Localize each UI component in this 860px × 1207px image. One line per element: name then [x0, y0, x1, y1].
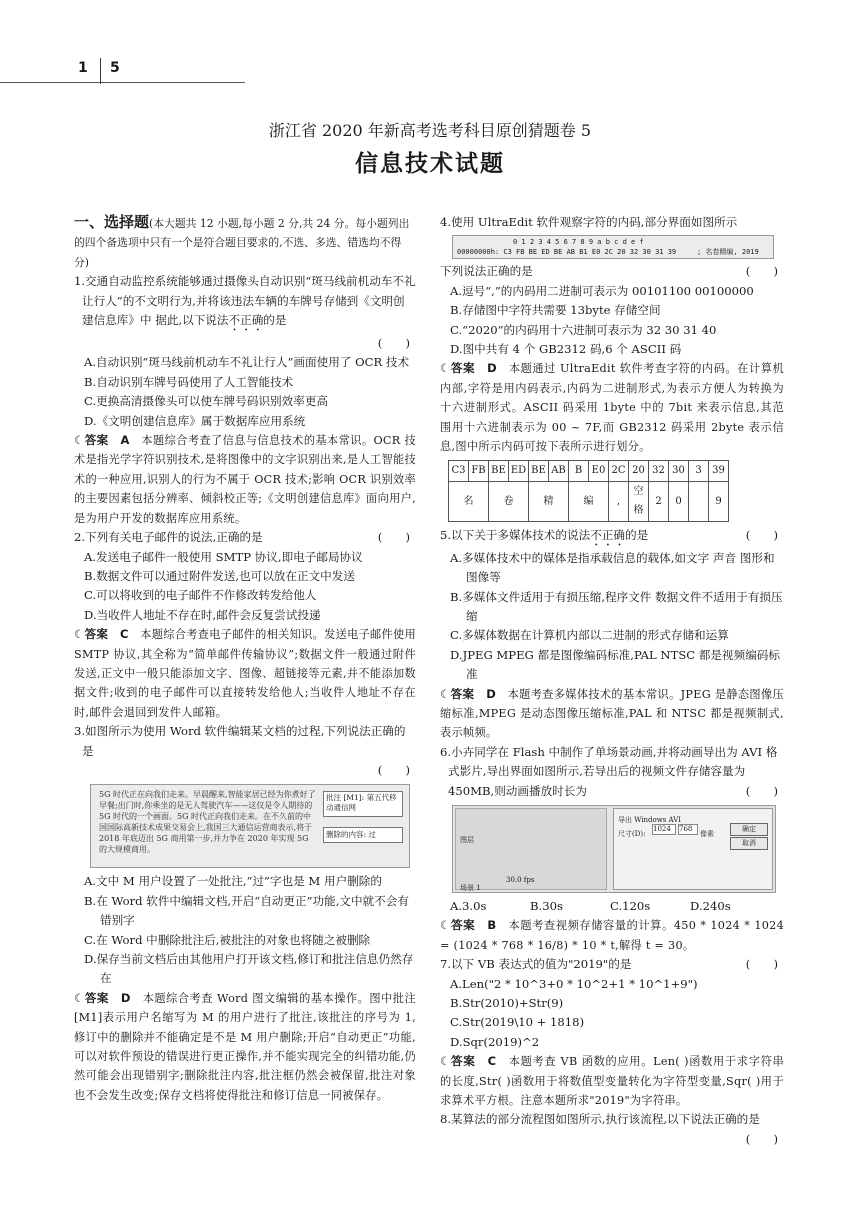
q5-stem-end: 的是	[625, 527, 649, 542]
q3-option-a: A.文中 M 用户设置了一处批注,“过”字也是 M 用户删除的	[84, 874, 382, 889]
q2-option-d: D.当收件人地址不存在时,邮件会反复尝试投递	[84, 607, 321, 622]
code-table-row-char	[449, 481, 729, 521]
unit-label: 像素	[700, 829, 714, 838]
code-table	[448, 460, 729, 521]
q2-stem-text: 2.下列有关电子邮件的说法,正确的是	[74, 530, 263, 545]
q4-option-b: B.存储图中字符共需要 13byte 存储空间	[450, 303, 661, 318]
header-number-left: 1	[78, 60, 88, 76]
char-cell: 2	[649, 481, 669, 521]
char-cell: 0	[669, 481, 689, 521]
q6-answer	[440, 916, 784, 955]
answer-icon: ☾	[440, 686, 451, 701]
exam-title: 信息技术试题	[355, 150, 505, 177]
q1-bracket: ( )	[377, 336, 410, 351]
code-cell: AB	[549, 461, 569, 481]
q4-answer-text: 本题通过 UltraEdit 软件考查字符的内码。在计算机内部,字符是用内码表示,内码为二进制形式,为表示方便人为转换为十六进制形式。ASCII 码采用 1byte 中的 7bit 来表示信息,其范围用十六进制表示为 00 ~ 7F,而 GB2312 码采用 2byte 表示信息,图中所示内码可按下表所示进行划分。	[440, 362, 784, 454]
q5-option-b: B.多媒体文件适用于有损压缩,程序文件 数据文件不适用于有损压缩	[450, 589, 783, 623]
q4-stem-2	[440, 262, 784, 281]
q7-bracket: ( )	[745, 957, 778, 972]
q5-option-c: C.多媒体数据在计算机内部以二进制的形式存储和运算	[450, 628, 729, 643]
q6-option-b: B.30s	[530, 898, 563, 913]
timeline-fps: 30.0 fps	[506, 875, 535, 884]
ok-button[interactable]: 确定	[730, 823, 768, 836]
section-label: 一、选择题	[74, 213, 150, 231]
q7-answer-text: 本题考查 VB 函数的应用。Len( )函数用于求字符串的长度,Str( )函数用于将数值型变量转化为字符型变量,Sqr( )用于求算术平方根。注意本题所求"2019"为字符串。	[440, 1055, 785, 1108]
q1-answer	[74, 431, 416, 528]
q7-stem-text: 7.以下 VB 表达式的值为"2019"的是	[440, 957, 632, 972]
q5-bracket: ( )	[745, 527, 778, 542]
comment-box: 批注 [M1]: 第五代移动通信网	[323, 791, 403, 817]
q5-stem-text: 5.以下关于多媒体技术的说法	[440, 527, 591, 542]
question-4-stem	[440, 213, 784, 232]
q7-option-d: D.Sqr(2019)^2	[450, 1034, 540, 1049]
q7-answer-tag: 答案 C	[450, 1054, 497, 1069]
q5-answer-tag: 答案 D	[450, 686, 497, 701]
code-cell: 20	[629, 461, 649, 481]
answer-icon: ☾	[440, 361, 451, 376]
code-cell: B	[569, 461, 589, 481]
ultraedit-hex: 00000000h: C3 FB BE ED BE AB B1 E0 2C 20 32 30 31 39	[457, 248, 677, 257]
word-figure	[90, 784, 410, 868]
char-cell: 名	[449, 481, 489, 521]
dialog-title: 导出 Windows AVI	[618, 815, 682, 824]
q4-stem-text: 4.使用 UltraEdit 软件观察字符的内码,部分界面如图所示	[440, 215, 738, 229]
code-cell: FB	[469, 461, 489, 481]
left-column	[74, 213, 416, 1105]
q3-stem-text: 3.如图所示为使用 Word 软件编辑某文档的过程,下列说法正确的是	[74, 724, 406, 758]
code-table-row-hex	[449, 461, 729, 481]
code-cell: ED	[509, 461, 529, 481]
q2-option-b: B.数据文件可以通过附件发送,也可以放在正文中发送	[84, 568, 355, 583]
code-cell: 32	[649, 461, 669, 481]
answer-icon: ☾	[74, 627, 85, 642]
q3-answer-tag: 答案 D	[84, 990, 131, 1005]
q1-option-c: C.更换高清摄像头可以使车牌号码识别效率更高	[84, 394, 329, 409]
char-cell: 9	[709, 481, 729, 521]
page-header	[0, 60, 260, 82]
q3-answer-text: 本题综合考查 Word 图文编辑的基本操作。图中批注[M1]表示用户名缩写为 M 的用户进行了批注,该批注的序号为 1,修订中的删除并不能确定是不是 M 用户删除;开启“自动更正”功能,可以对软件预设的错误进行更正操作,并不能实现完全的纠错功能,仍然可能会出现错别字;删除批注内容,批注框仍然会被保留,批注对象也不会发生改变;保存文档将使得批注和修订信息一同被保存。	[74, 991, 416, 1102]
q4-answer-tag: 答案 D	[450, 361, 497, 376]
header-number-right: 5	[110, 60, 120, 76]
q3-option-c: C.在 Word 中删除批注后,被批注的对象也将随之被删除	[84, 932, 371, 947]
question-6-stem	[440, 743, 784, 801]
code-cell: 3	[689, 461, 709, 481]
right-column	[440, 213, 784, 1149]
question-3-stem	[74, 722, 416, 761]
code-cell: BE	[489, 461, 509, 481]
q7-option-b: B.Str(2010)+Str(9)	[450, 996, 564, 1010]
q8-bracket: ( )	[745, 1131, 778, 1146]
q1-answer-text: 本题综合考查了信息与信息技术的基本常识。OCR 技术是指光学字符识别技术,是将图像中的文字识别出来,是人工智能技术的一种应用,识别人的行为不属于 OCR 技术;影响 OCR 识别效率的主要因素包括分辨率、倾斜校正等;《文明创建信息库》面向用户,是为用户开发的数据库应用系统。	[74, 434, 416, 525]
code-cell: E0	[589, 461, 609, 481]
q1-option-d: D.《文明创建信息库》属于数据库应用系统	[84, 413, 306, 428]
q6-option-a: A.3.0s	[450, 898, 487, 913]
q1-option-a: A.自动识别“斑马线前机动车不礼让行人”画面使用了 OCR 技术	[84, 355, 410, 370]
answer-icon: ☾	[74, 990, 85, 1005]
q4-bracket: ( )	[745, 264, 778, 279]
char-cell: 卷	[489, 481, 529, 521]
ultraedit-chars: ; 名卷精编, 2019	[697, 248, 759, 257]
q4-answer	[440, 359, 784, 456]
question-7-stem	[440, 955, 784, 974]
size-label: 尺寸(D):	[618, 829, 646, 838]
q5-option-d: D.JPEG MPEG 都是图像编码标准,PAL NTSC 都是视频编码标准	[450, 647, 780, 682]
q5-answer-text: 本题考查多媒体技术的基本常识。JPEG 是静态图像压缩标准,MPEG 是动态图像压缩标准,PAL 和 NTSC 都是视频制式,表示帧频。	[440, 687, 784, 740]
q3-option-b: B.在 Word 软件中编辑文档,开启“自动更正”功能,文中就不会有错别字	[84, 893, 409, 928]
code-cell: 30	[669, 461, 689, 481]
char-cell	[689, 481, 709, 521]
char-cell: 空格	[629, 481, 649, 521]
q6-option-c: C.120s	[610, 898, 651, 913]
char-cell: 精	[529, 481, 569, 521]
q1-stem-emphasis: 不正确	[228, 313, 264, 328]
answer-icon: ☾	[440, 1054, 451, 1069]
flash-figure	[452, 805, 776, 893]
q1-answer-tag: 答案 A	[84, 433, 130, 448]
q7-option-c: C.Str(2019\10 + 1818)	[450, 1015, 585, 1030]
q1-stem-text: 1.交通自动监控系统能够通过摄像头自动识别“斑马线前机动车不礼让行人”的不文明行为,并将该违法车辆的车牌号存储到《文明创建信息库》中 据此,以下说法	[74, 274, 416, 328]
q2-answer	[74, 625, 416, 722]
q6-option-d: D.240s	[690, 898, 731, 913]
q3-bracket: ( )	[377, 762, 410, 777]
exam-subtitle: 浙江省 2020 年新高考选考科目原创猜题卷 5	[268, 121, 592, 140]
section-note: (本大题共 12 小题,每小题 2 分,共 24 分。每小题列出的四个备选项中只有一个是符合题目要求的,不选、多选、错选均不得分)	[74, 217, 410, 269]
q4-option-d: D.图中共有 4 个 GB2312 码,6 个 ASCII 码	[450, 342, 682, 357]
question-1-stem	[74, 272, 416, 334]
q5-option-a: A.多媒体技术中的媒体是指承载信息的载体,如文字 声音 图形和图像等	[450, 550, 775, 585]
q6-bracket: ( )	[745, 783, 778, 798]
q2-option-c: C.可以将收到的电子邮件不作修改转发给他人	[84, 588, 317, 603]
char-cell: ,	[609, 481, 629, 521]
question-8-stem	[440, 1110, 784, 1129]
timeline-panel	[455, 808, 607, 890]
export-dialog	[613, 808, 773, 890]
q3-answer	[74, 989, 416, 1105]
q3-option-d: D.保存当前文档后由其他用户打开该文档,修订和批注信息仍然存在	[84, 952, 414, 986]
q6-options	[440, 897, 784, 916]
question-2-stem	[74, 528, 416, 547]
revision-box: 删除的内容: 过	[323, 827, 403, 843]
code-cell: 2C	[609, 461, 629, 481]
word-figure-text: 5G 时代正在向我们走来。早晨醒来,智能家居已经为你煮好了早餐;出门时,你乘坐的是无人驾驶汽车——这仅是令人期待的 5G 时代的一个画面。5G 时代正向我们走来。在不久前的中国国际高新技术成果交易会上,我国三大通信运营商表示,将于 2018 年底迈出 5G 商用第一步,并力争在 2020 年实现 5G 的大规模商用。	[99, 790, 316, 855]
q2-answer-tag: 答案 C	[84, 627, 129, 642]
cancel-button[interactable]: 取消	[730, 837, 768, 850]
q5-stem-emphasis: 不正确	[590, 527, 625, 542]
q2-answer-text: 本题综合考查电子邮件的相关知识。发送电子邮件使用 SMTP 协议,其全称为“简单邮件传输协议”;数据文件一般通过附件发送,正文中一般只能添加文字、图像、超链接等元素,并不能添加数据文件;收到的电子邮件可以直接转发给他人;当收件人地址不存在时,邮件会退回到发件人邮箱。	[74, 628, 417, 719]
char-cell: 编	[569, 481, 609, 521]
header-divider	[100, 58, 101, 84]
answer-icon: ☾	[440, 918, 451, 933]
q2-bracket: ( )	[377, 530, 410, 545]
q5-answer	[440, 685, 784, 743]
timeline-scene: 场景 1	[460, 883, 481, 892]
q2-option-a: A.发送电子邮件一般使用 SMTP 协议,即电子邮局协议	[84, 549, 363, 564]
q1-option-b: B.自动识别车牌号码使用了人工智能技术	[84, 374, 294, 389]
q4-option-a: A.逗号“,”的内码用二进制可表示为 00101100 00100000	[450, 283, 754, 298]
q6-answer-text: 本题考查视频存储容量的计算。450 * 1024 * 1024 = (1024 * 768 * 16/8) * 10 * t,解得 t = 30。	[440, 919, 784, 952]
q4-stem2-text: 下列说法正确的是	[440, 264, 533, 279]
q1-stem-end: 的是	[263, 313, 287, 328]
q6-answer-tag: 答案 B	[450, 918, 497, 933]
timeline-layer: 图层	[460, 835, 474, 844]
ultraedit-figure	[452, 235, 774, 259]
header-rule	[0, 82, 245, 83]
code-cell: 39	[709, 461, 729, 481]
q6-stem-text: 6.小卉同学在 Flash 中制作了单场景动画,并将动画导出为 AVI 格式影片,导出界面如图所示,若导出后的视频文件存储容量为 450MB,则动画播放时长为	[440, 744, 778, 798]
section-heading	[74, 213, 416, 272]
code-cell: C3	[449, 461, 469, 481]
q7-option-a: A.Len("2 * 10^3+0 * 10^2+1 * 10^1+9")	[450, 976, 698, 991]
height-field[interactable]: 768	[678, 824, 698, 835]
code-cell: BE	[529, 461, 549, 481]
width-field[interactable]: 1024	[652, 824, 676, 835]
question-5-stem	[440, 526, 784, 549]
q8-stem-text: 8.某算法的部分流程图如图所示,执行该流程,以下说法正确的是	[440, 1112, 760, 1127]
answer-icon: ☾	[74, 433, 85, 448]
q4-option-c: C.“2020”的内码用十六进制可表示为 32 30 31 40	[450, 322, 717, 337]
q7-answer	[440, 1052, 784, 1110]
ultraedit-ruler: 0 1 2 3 4 5 6 7 8 9 a b c d e f	[513, 238, 644, 247]
